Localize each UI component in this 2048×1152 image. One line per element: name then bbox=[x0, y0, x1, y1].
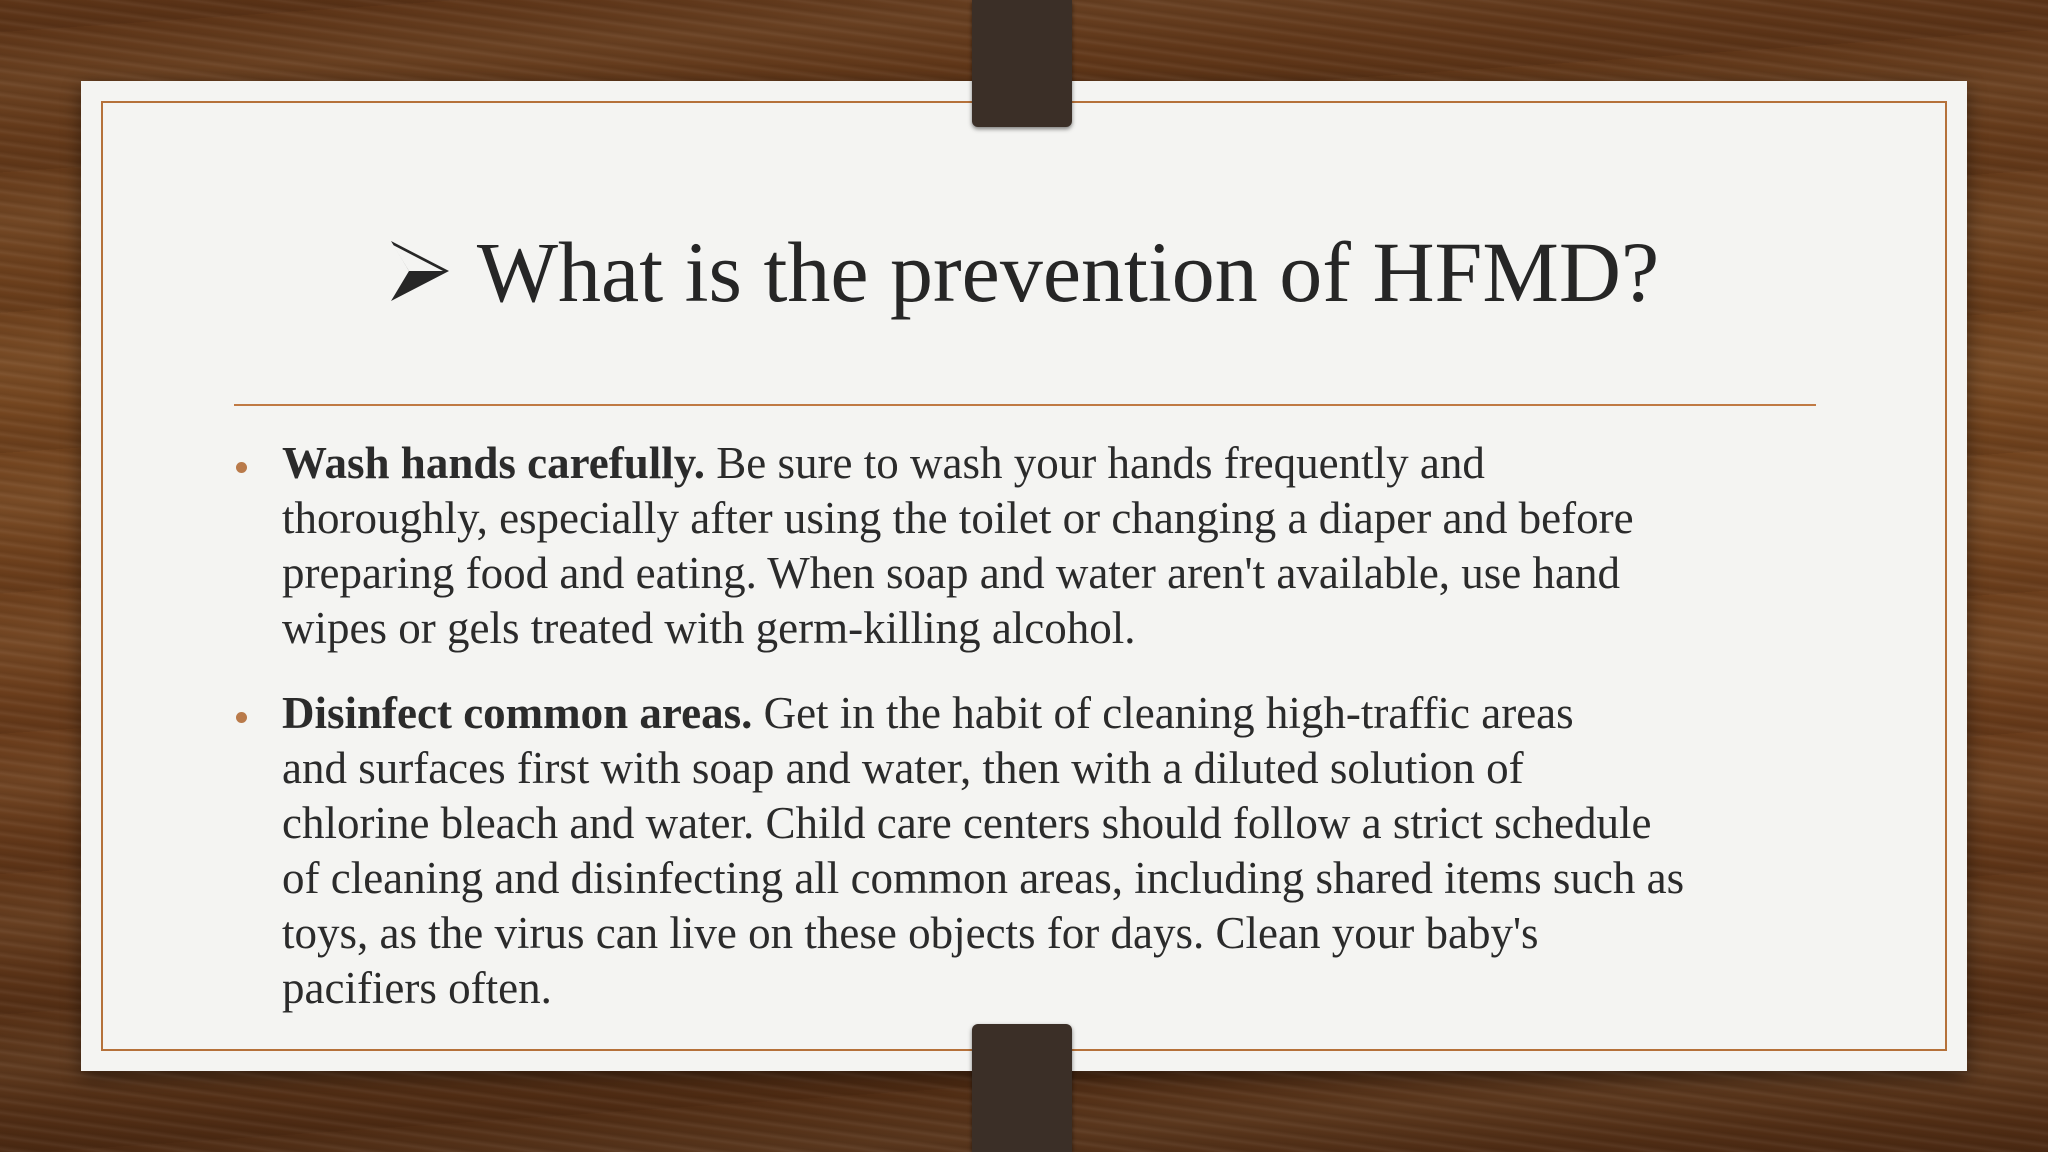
bullet-body-line: Get in the habit of cleaning high-traffic areas bbox=[752, 688, 1574, 738]
bullet-dot-icon bbox=[236, 712, 247, 723]
bullet-body-line: wipes or gels treated with germ-killing alcohol. bbox=[282, 603, 1136, 653]
arrowhead-bullet-icon bbox=[389, 239, 451, 303]
bullet-body-line: Be sure to wash your hands frequently and bbox=[705, 438, 1485, 488]
bullet-item-disinfect bbox=[232, 686, 1832, 1016]
bullet-list bbox=[232, 436, 1832, 1046]
top-binder-clip bbox=[972, 0, 1072, 127]
bullet-item-wash-hands bbox=[232, 436, 1832, 656]
slide-title: What is the prevention of HFMD? bbox=[476, 224, 1660, 320]
bullet-body-line: pacifiers often. bbox=[282, 963, 552, 1013]
bullet-dot-icon bbox=[236, 462, 247, 473]
bullet-body-line: preparing food and eating. When soap and water aren't available, use hand bbox=[282, 548, 1621, 598]
bullet-lead-text: Disinfect common areas. bbox=[282, 688, 753, 738]
bullet-body-line: thoroughly, especially after using the toilet or changing a diaper and before bbox=[282, 493, 1634, 543]
slide-title-row bbox=[0, 222, 2048, 322]
bullet-lead-text: Wash hands carefully. bbox=[282, 438, 706, 488]
bullet-body-line: and surfaces first with soap and water, then with a diluted solution of bbox=[282, 743, 1524, 793]
bullet-body-line: chlorine bleach and water. Child care centers should follow a strict schedule bbox=[282, 798, 1652, 848]
bullet-body-line: toys, as the virus can live on these objects for days. Clean your baby's bbox=[282, 908, 1539, 958]
bullet-body-line: of cleaning and disinfecting all common areas, including shared items such as bbox=[282, 853, 1685, 903]
title-divider bbox=[234, 404, 1816, 406]
